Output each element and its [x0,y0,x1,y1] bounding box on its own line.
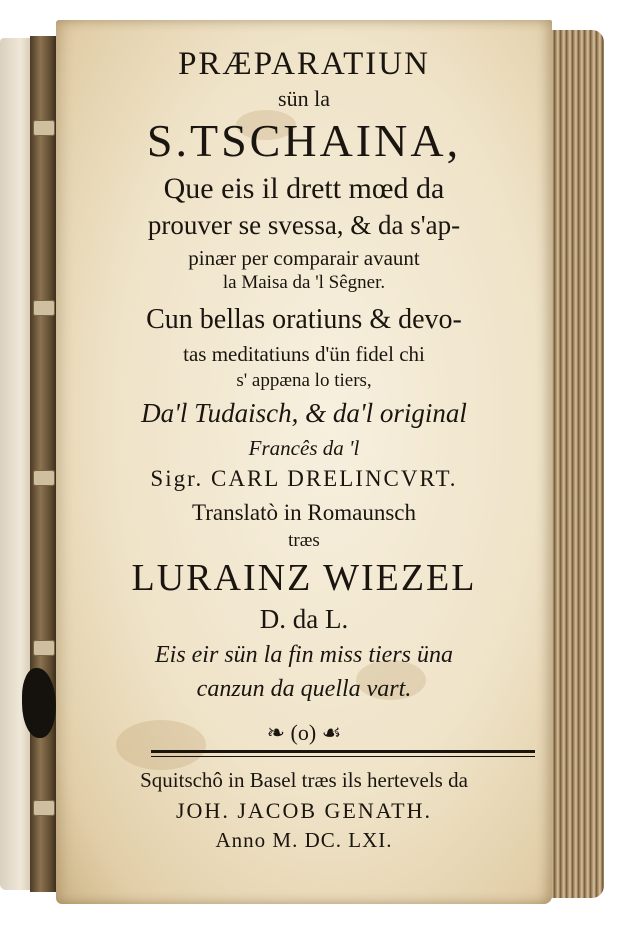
binding-stitch [33,300,55,316]
binding-stitch [33,470,55,486]
imprint-date: Anno M. DC. LXI. [215,828,393,852]
binding-stitch [33,800,55,816]
translator-name: LURAINZ WIEZEL [131,557,477,599]
title-page [56,20,552,904]
binding-stitch [33,640,55,656]
main-title: S.TSCHAINA, [146,115,462,166]
divider-rule [151,756,535,757]
divider-rule [151,750,535,753]
note-line: Eis eir sün la fin miss tiers üna [154,642,454,668]
book-spine [30,36,56,892]
subtitle-line: pinær per comparair avaunt [188,246,420,270]
description-line: tas meditatiuns d'ün fidel chi [183,342,425,366]
description-line: s' appæna lo tiers, [236,370,372,391]
author-line: Sigr. CARL DRELINCVRT. [150,466,458,491]
title-line: sün la [278,86,330,111]
page-block-edge [548,30,604,898]
title-line: PRÆPARATIUN [178,46,430,82]
imprint-printer: JOH. JACOB GENATH. [175,798,432,823]
source-line: Francês da 'l [248,436,360,460]
imprint-line: Squitschô in Basel træs ils hertevels da [140,768,468,792]
subtitle-line: prouver se svessa, & da s'ap- [147,210,461,240]
translation-line: træs [288,530,320,551]
subtitle-line: Que eis il drett mœd da [163,172,445,205]
source-line: Da'l Tudaisch, & da'l original [141,398,467,428]
left-cover-board [0,38,34,890]
binding-stitch [33,120,55,136]
printer-ornament: ❧ (o) ☙ [266,720,342,745]
description-line: Cun bellas oratiuns & devo- [146,304,462,335]
subtitle-line: la Maisa da 'l Sêgner. [222,272,386,293]
note-line: canzun da quella vart. [196,676,412,702]
translation-line: Translatò in Romaunsch [191,500,417,525]
translator-title: D. da L. [259,604,349,634]
